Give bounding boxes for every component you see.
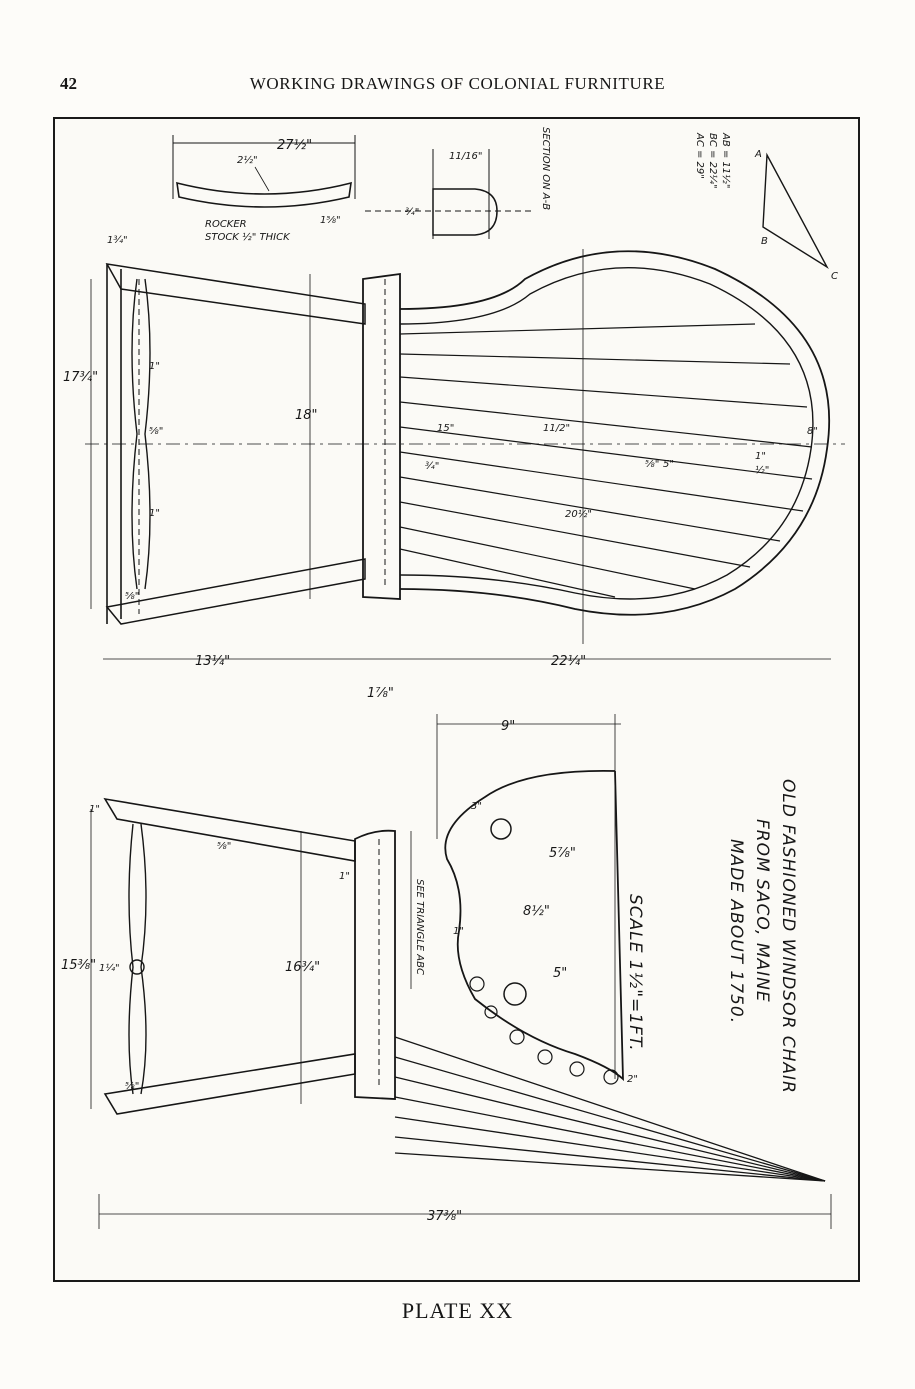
rocker-label: ROCKER — [205, 219, 247, 230]
section-label: SECTION ON A-B — [540, 127, 551, 211]
running-head: WORKING DRAWINGS OF COLONIAL FURNITURE — [249, 74, 666, 93]
plan-dim-7: 15" — [437, 423, 455, 434]
plan-width-left: 13¼" — [195, 654, 231, 669]
plan-dim-5: 1" — [149, 508, 160, 519]
plan-dim-11: ⅝" — [645, 459, 660, 470]
page-number: 42 — [60, 74, 77, 93]
plan-dim-4: ⅝" — [149, 426, 164, 437]
triangle-reference-note: SEE TRIANGLE ABC — [414, 879, 425, 975]
plan-dim-10: 20½" — [565, 509, 593, 520]
plan-dim-0: 1¾" — [107, 235, 128, 246]
plan-dim-15: 8" — [807, 426, 818, 437]
arm-dim-3: 8½" — [523, 904, 550, 919]
section-depth-dim: ¾" — [405, 207, 420, 218]
plan-dim-13: 1" — [755, 451, 766, 462]
section-width-dim: 11/16" — [449, 151, 483, 162]
plan-dim-14: ½" — [755, 465, 770, 476]
elevation-view — [61, 799, 831, 1229]
elevation-dim-4: ⅝" — [217, 841, 232, 852]
arm-dim-0: 9" — [501, 719, 516, 734]
arm-dim-6: 2" — [627, 1074, 638, 1085]
elevation-overall-length: 37⅜" — [427, 1209, 463, 1224]
rocker-stock-label: STOCK ½" THICK — [205, 232, 290, 243]
elevation-dim-3: ⅝" — [125, 1081, 140, 1092]
plan-dim-2: 18" — [295, 408, 318, 423]
elevation-dim-6: 16¾" — [285, 960, 321, 975]
arm-dim-2: 5⅞" — [549, 846, 576, 861]
rocker-detail — [173, 135, 355, 243]
plan-view — [63, 235, 845, 701]
chair-drawing — [55, 119, 857, 1279]
arm-dim-1: 3" — [471, 801, 482, 812]
rocker-thickness-dim: 1⅝" — [320, 215, 341, 226]
elevation-dim-0: 1" — [89, 804, 100, 815]
triangle-vertex-a: A — [755, 149, 762, 160]
arm-dim-4: 1" — [453, 926, 464, 937]
plate-label: PLATE XX — [401, 1298, 514, 1323]
plan-dim-12: 5" — [663, 459, 674, 470]
elevation-dim-5: 1" — [339, 871, 350, 882]
rocker-rise-dim: 2½" — [237, 155, 258, 166]
plan-dim-8: 11/2" — [543, 423, 571, 434]
plan-dim-1: 17¾" — [63, 370, 99, 385]
arm-dim-5: 5" — [553, 966, 568, 981]
triangle-vertex-b: B — [761, 236, 768, 247]
title-block — [625, 779, 798, 1094]
plan-dim-9: ¾" — [425, 461, 440, 472]
plate-scale: SCALE 1½"=1FT. — [625, 894, 645, 1052]
plate-title-line-2: FROM SACO, MAINE — [752, 819, 772, 1003]
plate-title-line-1: OLD FASHIONED WINDSOR CHAIR — [778, 779, 798, 1094]
arm-detail — [437, 714, 638, 1085]
rocker-length-dim: 27½" — [277, 138, 313, 153]
elevation-dim-1: 15⅜" — [61, 958, 97, 973]
section-detail — [365, 127, 551, 239]
plan-width-right: 22¼" — [551, 654, 587, 669]
triangle-ac: AC = 29" — [694, 133, 705, 179]
plan-dim-6: ⅝" — [125, 591, 140, 602]
triangle-vertex-c: C — [831, 271, 838, 282]
plate-title-line-3: MADE ABOUT 1750. — [726, 839, 746, 1025]
triangle-diagram — [694, 132, 838, 282]
triangle-ab: AB = 11½" — [720, 133, 731, 189]
plate-frame — [53, 117, 860, 1282]
triangle-bc: BC = 22¼" — [707, 133, 718, 189]
plan-dim-3: 1" — [149, 361, 160, 372]
plan-seat-thickness: 1⅞" — [367, 686, 394, 701]
elevation-dim-2: 1¼" — [99, 963, 120, 974]
